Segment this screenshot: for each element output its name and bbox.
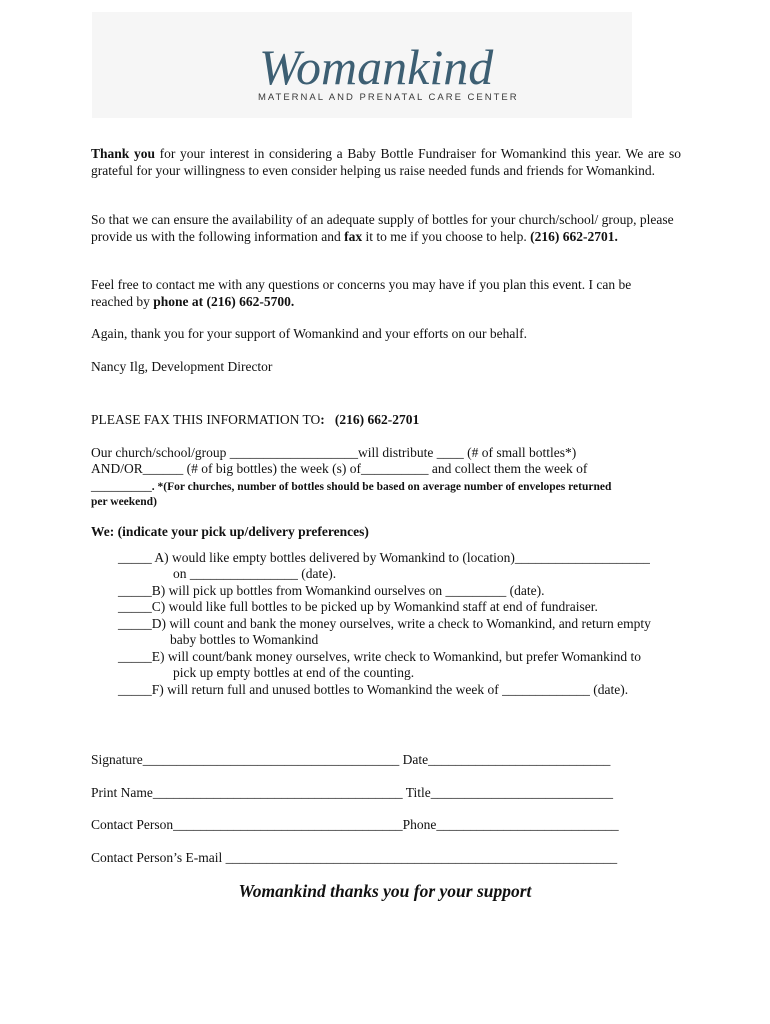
signoff: Nancy Ilg, Development Director — [91, 359, 273, 374]
contact-person-phone-field: Contact Person__________________________________Phone___________________________ — [91, 817, 619, 832]
intro-paragraph-2 — [91, 212, 676, 245]
option-a-line-1: _____ A) would like empty bottles delivered by Womankind to (location)____________________ — [118, 550, 650, 565]
contact-email-field: Contact Person’s E-mail __________________________________________________________ — [91, 850, 618, 865]
logo-tagline: MATERNAL AND PRENATAL CARE CENTER — [258, 92, 519, 103]
intro-p2-text-b: it to me if you choose to help. — [362, 228, 531, 244]
signature-date-field: Signature______________________________________ Date___________________________ — [91, 752, 611, 767]
phone-number-bold: phone at (216) 662-5700. — [153, 293, 295, 309]
fax-instruction — [91, 412, 419, 428]
thank-you-bold: Thank you — [91, 146, 155, 161]
church-bottle-note: . *(For churches, number of bottles should be based on average number of envelopes returned — [151, 481, 612, 493]
intro-paragraph-4: Again, thank you for your support of Womankind and your efforts on our behalf. — [91, 326, 527, 341]
fax-word-bold: fax — [344, 228, 363, 244]
option-e-line-2: pick up empty bottles at end of the counting. — [173, 665, 415, 680]
option-d-line-1: _____D) will count and bank the money ourselves, write a check to Womankind, and return empty — [118, 616, 651, 631]
order-line-3-blank: _________ — [91, 478, 152, 493]
fax-number-bold: (216) 662-2701. — [530, 228, 618, 244]
fax-number: (216) 662-2701 — [334, 412, 420, 427]
order-line-2: AND/OR______ (# of big bottles) the week (s) of__________ and collect them the week of — [91, 461, 588, 476]
option-d-line-2: baby bottles to Womankind — [170, 632, 319, 647]
intro-p1-text: for your interest in considering a Baby Bottle Fundraiser for Womankind this year. We are so grateful for your willingness to even consider helping us raise needed funds and friends for Womankind. — [91, 146, 682, 178]
church-bottle-note-end: per weekend) — [91, 496, 157, 508]
option-a-line-2: on ________________ (date). — [173, 566, 337, 581]
intro-p2-text-a: So that we can ensure the availability of an adequate supply of bottles for your church/school/ group, please provide us with the following information and — [91, 212, 674, 244]
preferences-heading: We: (indicate your pick up/delivery preferences) — [91, 524, 369, 539]
intro-paragraph-3 — [91, 277, 676, 310]
fax-colon: : — [320, 412, 325, 427]
option-c: _____C) would like full bottles to be picked up by Womankind staff at end of fundraiser. — [118, 599, 598, 614]
intro-p3-text: Feel free to contact me with any questions or concerns you may have if you plan this event. I can be reached by — [91, 277, 632, 309]
print-name-title-field: Print Name_____________________________________ Title___________________________ — [91, 785, 614, 800]
logo-wordmark-text: Womankind — [259, 39, 494, 95]
option-e-line-1: _____E) will count/bank money ourselves, write check to Womankind, but prefer Womankind to — [118, 649, 641, 664]
option-f: _____F) will return full and unused bottles to Womankind the week of _____________ (date). — [118, 682, 629, 697]
fax-label: PLEASE FAX THIS INFORMATION TO — [91, 412, 321, 427]
intro-paragraph-1 — [91, 146, 681, 179]
order-line-3 — [91, 478, 611, 495]
letterhead-logo — [92, 12, 632, 118]
closing-thanks: Womankind thanks you for your support — [238, 881, 532, 901]
option-b: _____B) will pick up bottles from Womankind ourselves on _________ (date). — [118, 583, 545, 598]
order-line-1: Our church/school/group ___________________will distribute ____ (# of small bottles*) — [91, 445, 577, 460]
